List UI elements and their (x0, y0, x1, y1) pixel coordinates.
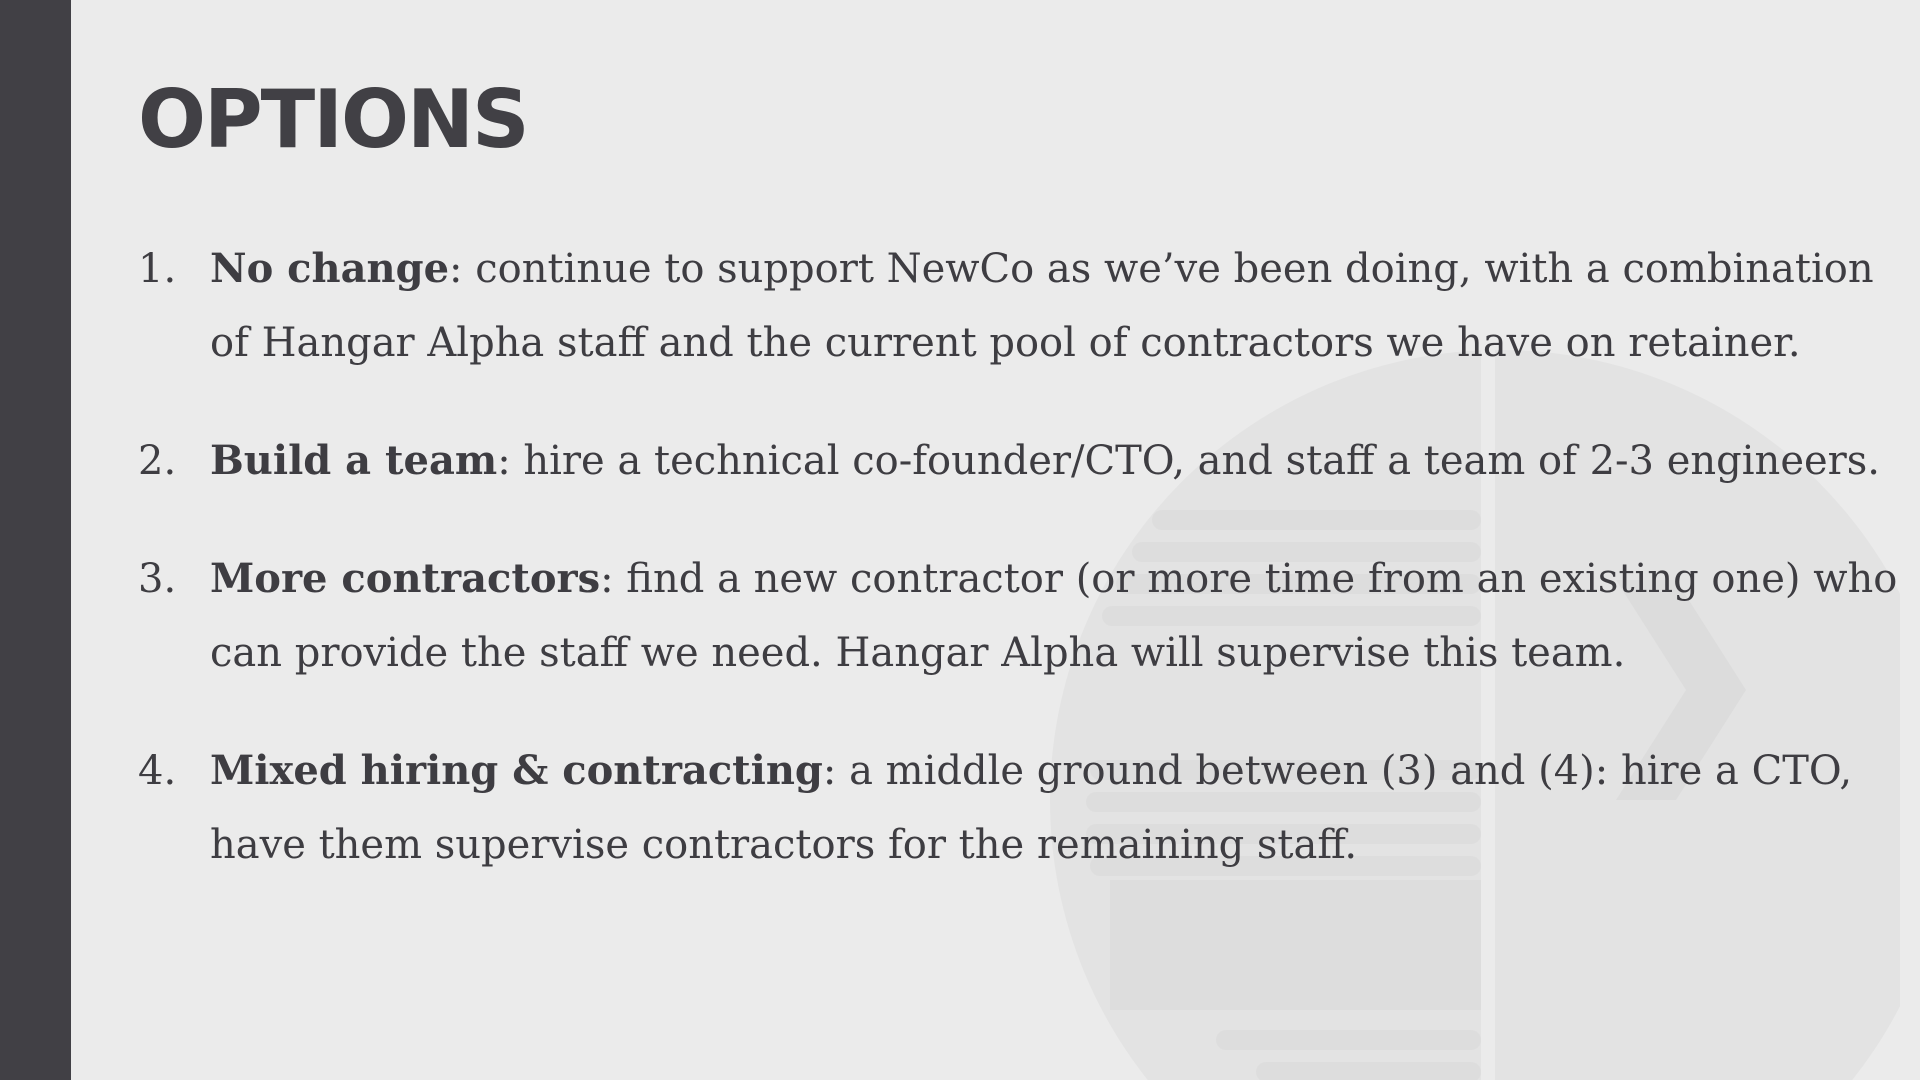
option-description: : find a new contractor (or more time from an existing one) who can provide the staff we need. Hangar Alpha will supervise this team. (210, 556, 1898, 676)
option-number: 4. (138, 748, 177, 794)
option-body (210, 424, 1898, 498)
option-term: No change (210, 245, 450, 292)
slide-title: OPTIONS (138, 73, 528, 166)
option-term: Build a team (210, 437, 498, 484)
option-description: : continue to support NewCo as we’ve been doing, with a combination of Hangar Alpha staff and the current pool of contractors we have on retainer. (210, 246, 1874, 366)
option-term: More contractors (210, 555, 601, 602)
option-description: : hire a technical co-founder/CTO, and staff a team of 2-3 engineers. (497, 438, 1881, 484)
options-list (138, 232, 1898, 926)
option-number: 2. (138, 438, 177, 484)
option-body (210, 542, 1898, 690)
option-item-1 (138, 232, 1898, 380)
option-item-4 (138, 734, 1898, 882)
side-accent-bar (0, 0, 71, 1080)
option-body (210, 232, 1898, 380)
option-number: 1. (138, 246, 177, 292)
option-number: 3. (138, 556, 177, 602)
option-body (210, 734, 1898, 882)
option-item-2 (138, 424, 1898, 498)
option-description: : a middle ground between (3) and (4): hire a CTO, have them supervise contractors for the remaining staff. (210, 748, 1853, 868)
option-term: Mixed hiring & contracting (210, 747, 823, 794)
option-item-3 (138, 542, 1898, 690)
